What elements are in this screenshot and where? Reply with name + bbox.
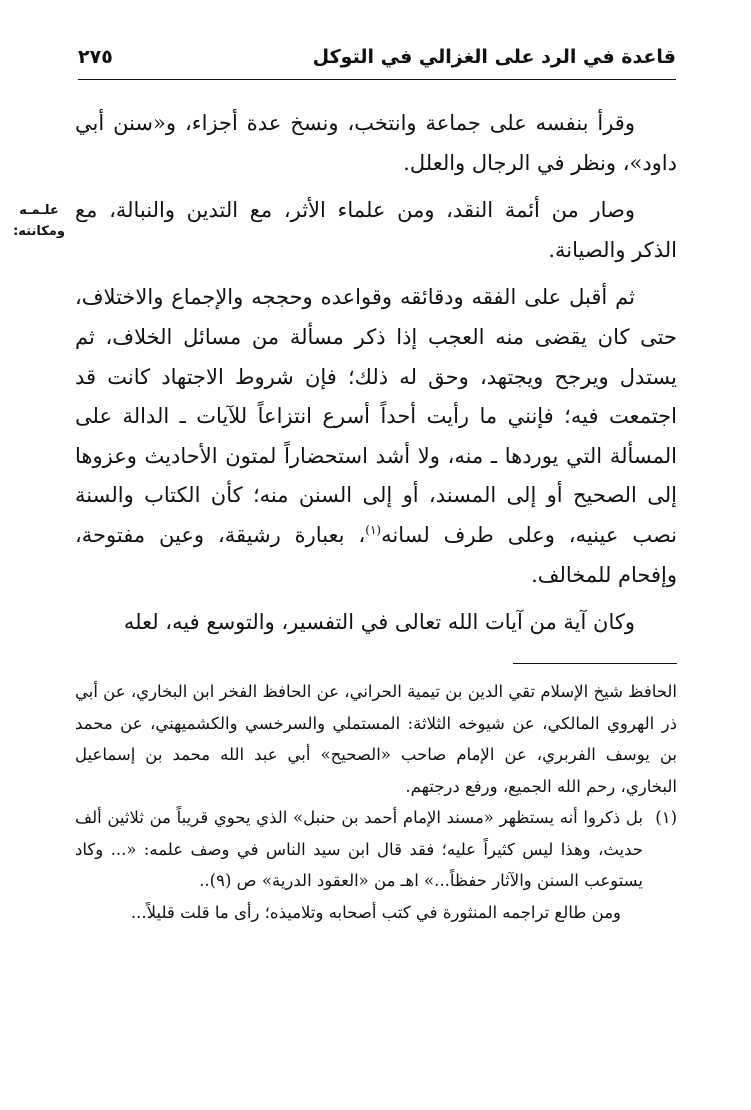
margin-note — [0, 200, 78, 242]
footnote-1-extra: ومن طالع تراجمه المنثورة في كتب أصحابه وتلاميذه؛ رأى ما قلت قليلاً... — [130, 902, 621, 922]
footnote-1 — [75, 802, 677, 897]
footnote-marker[interactable]: (١) — [365, 522, 382, 537]
paragraph-3 — [75, 278, 677, 595]
footnote-1-number: (١) — [655, 808, 677, 827]
margin-note-title: علـمـه — [19, 203, 59, 218]
running-title: قاعدة في الرد على الغزالي في التوكل — [312, 46, 676, 68]
paragraph-3-text: ثم أقبل على الفقه ودقائقه وقواعده وحججه والإجماع والاختلاف، حتى كان يقضى منه العجب إذا ذكر مسألة من مسائل الخلاف، ثم يستدل ويرجح ويجتهد، وحق له ذلك؛ فإن شروط الاجتهاد كانت قد اجتمعت فيه؛ فإنني ما رأيت أحداً أسرع انتزاعاً للآيات ـ الدالة على المسألة التي يوردها ـ منه، ولا أشد استحضاراً لمتون الأحاديث وعزوها إلى الصحيح أو إلى المسند، أو إلى السنن منه؛ كأن الكتاب والسنة نصب عينيه، وعلى طرف لسانه — [75, 285, 677, 547]
footnote-divider — [513, 663, 677, 664]
header-divider — [78, 79, 676, 80]
footnotes — [75, 676, 677, 928]
page-number: ٢٧٥ — [78, 46, 113, 68]
paragraph-3-text-end: ، بعبارة رشيقة، وعين مفتوحة، وإفحام للمخالف. — [75, 522, 677, 587]
paragraph-1: وقرأ بنفسه على جماعة وانتخب، ونسخ عدة أجزاء، و«سنن أبي داود»، ونظر في الرجال والعلل. — [75, 111, 677, 175]
footnote-continuation: الحافظ شيخ الإسلام تقي الدين بن تيمية الحراني، عن الحافظ الفخر ابن البخاري، عن أبي ذر الهروي المالكي، عن شيوخه الثلاثة: المستملي والسرخسي والكشميهني، عن محمد بن يوسف الفربري، عن الإمام صاحب «الصحيح» أبي عبد الله محمد بن إسماعيل البخاري، رحم الله الجميع، ورفع درجتهم. — [75, 682, 677, 796]
paragraph-4: وكان آية من آيات الله تعالى في التفسير، والتوسع فيه، لعله — [123, 610, 635, 635]
paragraph-2: وصار من أئمة النقد، ومن علماء الأثر، مع التدين والنبالة، مع الذكر والصيانة. — [75, 198, 677, 262]
main-text — [75, 104, 677, 643]
margin-note-subtitle: ومكانته: — [13, 224, 65, 239]
footnote-1-text: بل ذكروا أنه يستظهر «مسند الإمام أحمد بن حنبل» الذي يحوي قريباً من ثلاثين ألف حديث، وهذا ليس كثيراً عليه؛ فقد قال ابن سيد الناس في وصف علمه: «... وكاد يستوعب السنن والآثار حفظاً...» اهـ من «العقود الدرية» ص (٩).. — [75, 808, 643, 890]
running-header — [78, 42, 676, 72]
